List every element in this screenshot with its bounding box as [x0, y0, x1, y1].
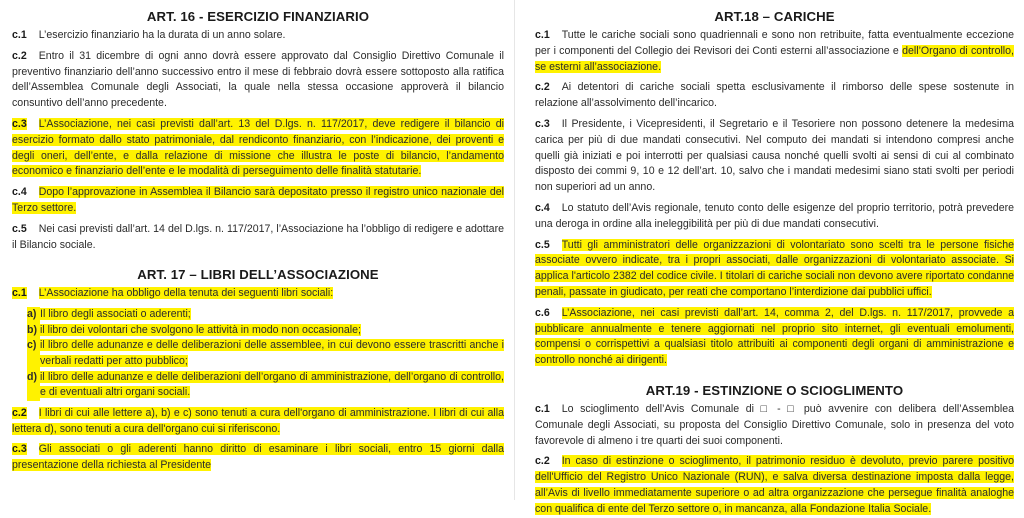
clause-number: c.2 — [12, 49, 27, 62]
article-title: ART.19 - ESTINZIONE O SCIOGLIMENTO — [645, 382, 904, 398]
list-item — [27, 323, 504, 339]
clause-c3 — [12, 117, 504, 180]
article-title: ART. 16 - ESERCIZIO FINANZIARIO — [146, 9, 370, 24]
clause-c4 — [12, 185, 504, 217]
clause-c6 — [535, 306, 1014, 369]
clause-c5 — [12, 222, 504, 254]
article-title: ART.18 – CARICHE — [714, 9, 835, 24]
left-page — [0, 0, 514, 500]
clause-number: c.2 — [12, 406, 27, 419]
clause-number: c.2 — [535, 81, 550, 94]
list-item-text: il libro delle adunanze e delle deliberazioni delle assemblee, in cui devono essere trascritti anche i verbali redatti per atto pubblico; — [40, 339, 504, 367]
clause-text-highlighted: Gli associati o gli aderenti hanno diritto di esaminare i libri sociali, entro 15 giorni dalla presentazione della richiesta al Presidente — [12, 443, 504, 472]
list-item-label: d) — [27, 370, 40, 401]
article-title: ART. 17 – LIBRI DELL’ASSOCIAZIONE — [137, 267, 379, 283]
clause-number: c.4 — [12, 186, 27, 199]
clause-c1 — [12, 28, 504, 44]
clause-number: c.3 — [535, 117, 550, 130]
article-19 — [535, 382, 1014, 518]
clause-number: c.1 — [535, 29, 550, 41]
clause-c1 — [535, 28, 1014, 75]
clause-number: c.3 — [12, 443, 27, 456]
article-18 — [535, 8, 1014, 369]
clause-text-highlighted: In caso di estinzione o scioglimento, il patrimonio residuo è devoluto, previo parere positivo dell'Ufficio del Registro Unico Nazionale (RUN), e salva diversa destinazione imposta dalla legge, all’Avis di livello immediatamente superiore o ad altra organizzazione che persegue finalità analoghe con qualifica di ente del Terzo settore o, in mancanza, alla Fondazione Italia Sociale. — [535, 455, 1014, 515]
clause-text: Ai detentori di cariche sociali spetta esclusivamente il rimborso delle spese sostenute in relazione all’assolvimento dell’incarico. — [535, 81, 1014, 110]
clause-text-highlighted: dell’Organo di controllo, se esterni all’associazione. — [535, 44, 1014, 73]
clause-text: Il Presidente, i Vicepresidenti, il Segretario e il Tesoriere non possono detenere la medesima carica per più di due mandati consecutivi. Nel computo dei mandati si intendono compresi anche quelli già iniziati e poi interrotti per qualsiasi causa nonché quelli svolti ai sensi di cui al combinato disposto dei commi 9, 10 e 12 dell’art. 10, salvo che i mandati medesimi siano stati svolti per periodi non superiori ad un anno. — [535, 117, 1014, 194]
clause-text-highlighted: L’Associazione ha obbligo della tenuta dei seguenti libri sociali: — [38, 287, 334, 300]
clause-c4 — [535, 201, 1014, 233]
clause-c3 — [535, 117, 1014, 196]
list-item-label: a) — [27, 307, 40, 323]
list-item — [27, 370, 504, 401]
list-item-label: b) — [27, 323, 40, 339]
list-item-text: Il libro degli associati o aderenti; — [40, 308, 191, 321]
clause-c5 — [535, 238, 1014, 301]
clause-number: c.3 — [12, 117, 27, 130]
clause-number: c.5 — [535, 238, 550, 251]
clause-text-highlighted: Dopo l’approvazione in Assemblea il Bilancio sarà depositato presso il registro unico nazionale del Terzo settore. — [12, 186, 504, 214]
clause-text: Tutte le cariche sociali sono quadriennali e sono non retribuite, fatta eventualmente eccezione per i componenti del Collegio dei Revisori dei Conti esterni all’associazione e — [535, 29, 1014, 57]
clause-number: c.4 — [535, 201, 550, 214]
list-item — [27, 307, 504, 323]
clause-number: c.1 — [12, 287, 27, 300]
clause-c1 — [535, 402, 1014, 449]
clause-number: c.1 — [535, 402, 550, 415]
clause-text: Entro il 31 dicembre di ogni anno dovrà essere approvato dal Consiglio Direttivo Comunale il preventivo finanziario dell’anno successivo entro il mese di febbraio dovrà essere sottoposto alla ratifica dell’Assemblea Comunale degli Associati, la quale nella stessa occasione approverà il bilancio consuntivo dell’anno precedente. — [12, 49, 504, 110]
clause-c2 — [12, 49, 504, 112]
list-item — [27, 338, 504, 369]
clause-number: c.5 — [12, 222, 27, 235]
clause-number: c.1 — [12, 29, 27, 41]
clause-text-highlighted: L’Associazione, nei casi previsti dall’art. 14, comma 2, del D.lgs. n. 117/2017, provvede a pubblicare annualmente e tenere aggiornati nel proprio sito internet, gli eventuali emolumenti, compensi o corrispettivi a qualsiasi titolo attribuiti ai componenti degli organi di amministrazione e controllo nonché ai dirigenti. — [535, 306, 1014, 367]
clause-c3 — [12, 442, 504, 474]
right-page — [514, 0, 1024, 515]
list-item-label: c) — [27, 338, 40, 369]
clause-number: c.6 — [535, 306, 550, 319]
clause-c2 — [12, 406, 504, 438]
list-item-text: il libro delle adunanze e delle deliberazioni dell’organo di amministrazione, dell’organo di controllo, e di eventuali altri organi sociali. — [40, 370, 504, 399]
clause-text: L’esercizio finanziario ha la durata di un anno solare. — [38, 29, 286, 41]
clause-c2 — [535, 454, 1014, 517]
clause-text-highlighted: I libri di cui alle lettere a), b) e c) sono tenuti a cura dell'organo di amministrazione. I libri di cui alla lettera d), sono tenuti a cura dell'organo cui si riferiscono. — [12, 406, 504, 435]
clause-text: Nei casi previsti dall’art. 14 del D.lgs. n. 117/2017, l’Associazione ha l’obbligo di redigere e adottare il Bilancio sociale. — [12, 222, 504, 251]
clause-text-highlighted: Tutti gli amministratori delle organizzazioni di volontariato sono scelti tra le persone fisiche associate ovvero indicate, tra i propri associati, dalle organizzazioni di volontariato associate. Si applica l'articolo 2382 del codice civile. I titolari di cariche sociali non devono avere riportato condanne penali, passate in giudicato, per reati che comportano l’interdizione dai pubblici uffici. — [535, 238, 1014, 298]
article-16 — [12, 8, 504, 253]
clause-text-highlighted: L’Associazione, nei casi previsti dall’art. 13 del D.lgs. n. 117/2017, deve redigere il bilancio di esercizio formato dallo stato patrimoniale, dal rendiconto finanziario, con l’indicazione, dei proventi e degli oneri, dell’ente, e dalla relazione di missione che illustra le poste di bilancio, l’andamento economico e finanziario dell’ente e le modalità di perseguimento delle finalità statutarie. — [12, 117, 504, 178]
clause-c1 — [12, 286, 504, 302]
clause-number: c.2 — [535, 455, 550, 468]
article-17 — [12, 266, 504, 474]
clause-c2 — [535, 80, 1014, 112]
clause-text: Lo scioglimento dell’Avis Comunale di □ - □ può avvenire con delibera dell’Assemblea Comunale degli Associati, su proposta del Consiglio Direttivo Comunale, solo in presenza del voto favorevole di almeno i tre quarti dei suoi componenti. — [535, 402, 1014, 447]
list-item-text: il libro dei volontari che svolgono le attività in modo non occasionale; — [40, 323, 361, 336]
clause-text: Lo statuto dell’Avis regionale, tenuto conto delle esigenze del proprio territorio, potrà prevedere una deroga in ordine alla ineleggibilità per più di due mandati consecutivi. — [535, 201, 1014, 230]
books-list — [12, 307, 504, 401]
